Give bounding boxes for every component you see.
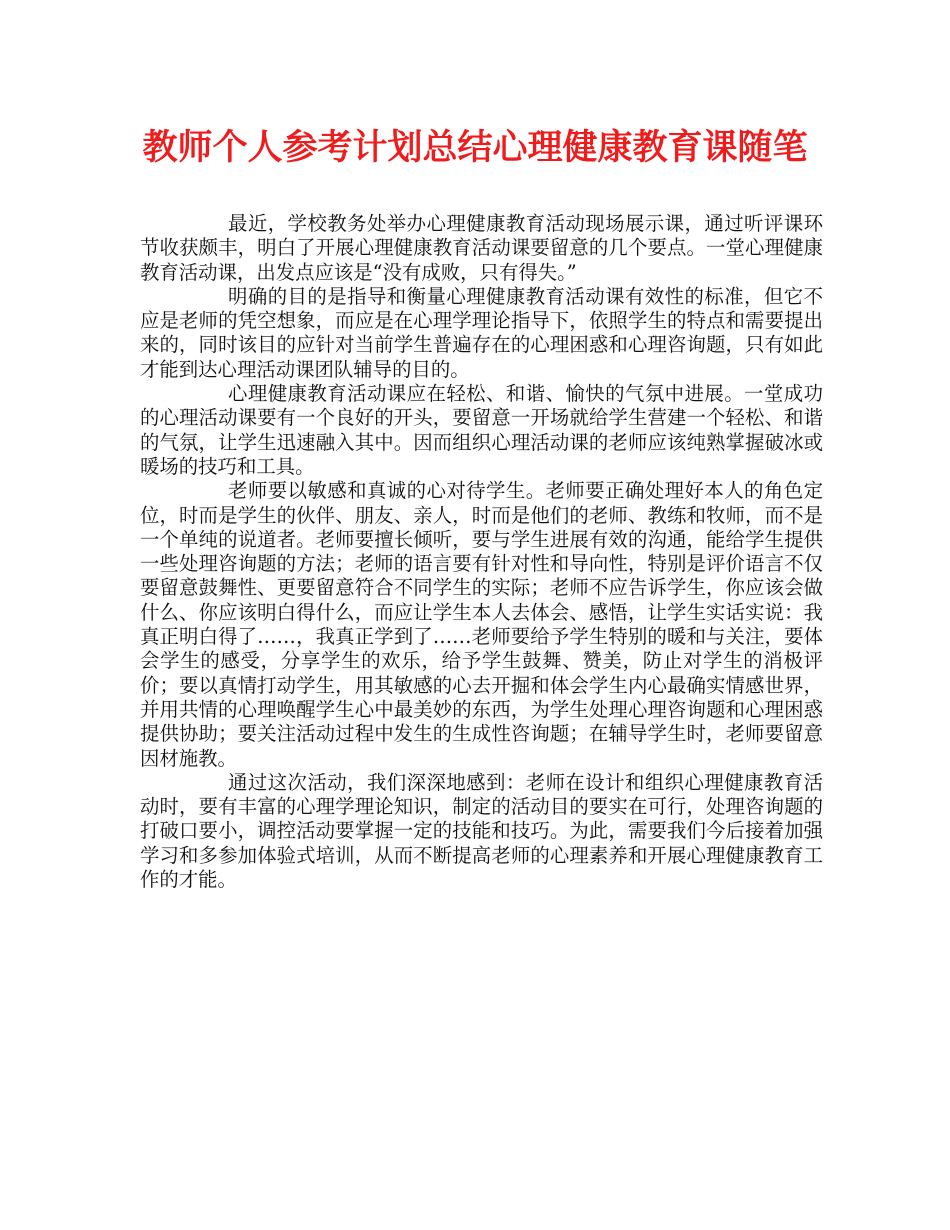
document-body [140, 212, 823, 892]
paragraph-2: 明确的目的是指导和衡量心理健康教育活动课有效性的标准，但它不应是老师的凭空想象，而应是在心理学理论指导下，依照学生的特点和需要提出来的，同时该目的应针对当前学生普遍存在的心理困惑和心理咨询题，只有如此才能到达心理活动课团队辅导的目的。 [140, 284, 823, 381]
paragraph-1: 最近，学校教务处举办心理健康教育活动现场展示课，通过听评课环节收获颇丰，明白了开展心理健康教育活动课要留意的几个要点。一堂心理健康教育活动课，出发点应该是“没有成败，只有得失。” [140, 212, 823, 284]
document-title: 教师个人参考计划总结心理健康教育课随笔 [142, 128, 808, 168]
paragraph-4: 老师要以敏感和真诚的心对待学生。老师要正确处理好本人的角色定位，时而是学生的伙伴、朋友、亲人，时而是他们的老师、教练和牧师，而不是一个单纯的说道者。老师要擅长倾听，要与学生进展有效的沟通，能给学生提供一些处理咨询题的方法；老师的语言要有针对性和导向性，特别是评价语言不仅要留意鼓舞性、更要留意符合不同学生的实际；老师不应告诉学生，你应该会做什么、你应该明白得什么，而应让学生本人去体会、感悟，让学生实话实说：我真正明白得了……，我真正学到了……老师要给予学生特别的暖和与关注，要体会学生的感受，分享学生的欢乐，给予学生鼓舞、赞美，防止对学生的消极评价；要以真情打动学生，用其敏感的心去开掘和体会学生内心最确实情感世界，并用共情的心理唤醒学生心中最美妙的东西，为学生处理心理咨询题和心理困惑提供协助；要关注活动过程中发生的生成性咨询题；在辅导学生时，老师要留意因材施教。 [140, 479, 823, 770]
paragraph-3: 心理健康教育活动课应在轻松、和谐、愉快的气氛中进展。一堂成功的心理活动课要有一个良好的开头，要留意一开场就给学生营建一个轻松、和谐的气氛，让学生迅速融入其中。因而组织心理活动课的老师应该纯熟掌握破冰或暖场的技巧和工具。 [140, 382, 823, 478]
paragraph-5: 通过这次活动，我们深深地感到：老师在设计和组织心理健康教育活动时，要有丰富的心理学理论知识，制定的活动目的要实在可行，处理咨询题的打破口要小，调控活动要掌握一定的技能和技巧。为此，需要我们今后接着加强学习和多参加体验式培训，从而不断提高老师的心理素养和开展心理健康教育工作的才能。 [140, 770, 823, 892]
